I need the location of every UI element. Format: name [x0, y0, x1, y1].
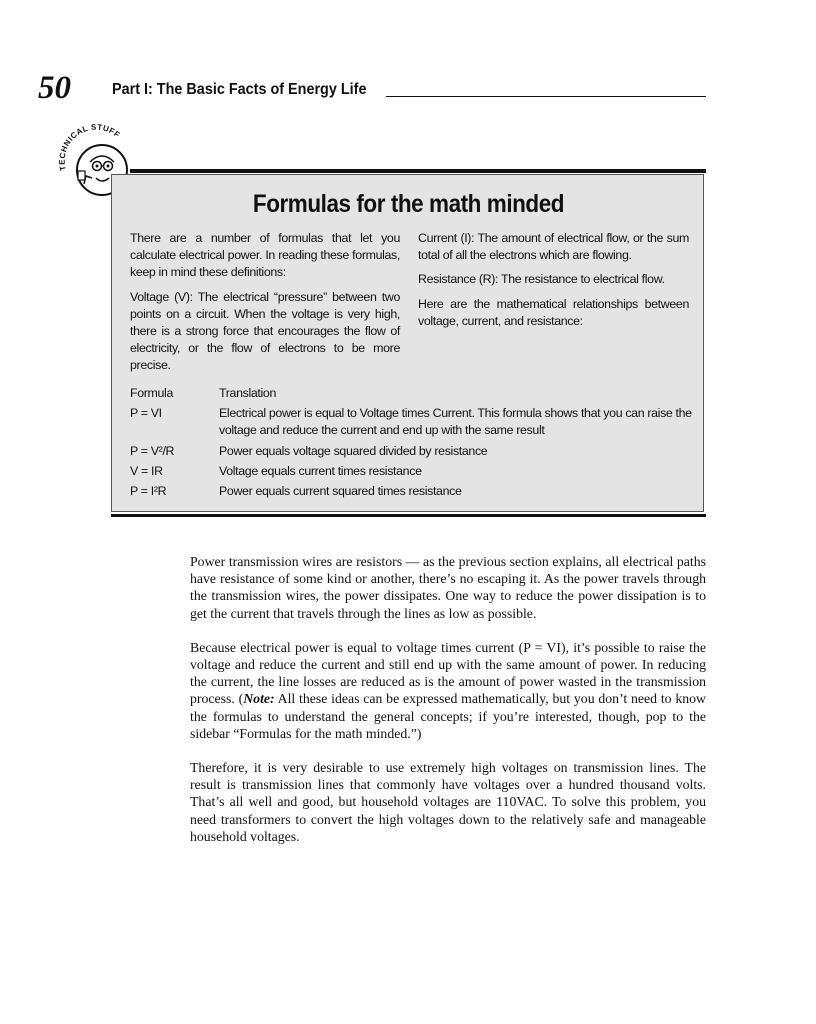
sidebar-paragraph: There are a number of formulas that let you calculate electrical power. In reading these formulas, keep in mind these definitions:	[130, 231, 400, 280]
formula-cell: P = V²/R	[130, 443, 175, 458]
formula-cell: V = IR	[130, 463, 163, 478]
formula-column-header: Formula	[130, 386, 173, 400]
body-paragraph: Power transmission wires are resistors — as the previous section explains, all electrical paths have resistance of some kind or another, there’s no escaping it. As the power travels through the transmission wires, the power dissipates. One way to reduce the power dissipation is to get the current that travels through the lines as low as possible.	[190, 554, 706, 621]
page-number: 50	[38, 70, 71, 106]
translation-cell: Electrical power is equal to Voltage times Current. This formula shows that you can raise the voltage and reduce the current and end up with the same result	[219, 406, 692, 438]
sidebar-paragraph: Here are the mathematical relationships between voltage, current, and resistance:	[418, 296, 689, 328]
formula-table-header	[130, 385, 692, 405]
formula-row	[130, 463, 692, 483]
formula-row	[130, 405, 692, 442]
part-title: Part I: The Basic Facts of Energy Life	[112, 81, 367, 98]
body-paragraph	[190, 639, 706, 742]
formula-row	[130, 483, 692, 503]
body-text-span: Because electrical power is equal to voltage times current (P = VI), it’s possible to raise the voltage and reduce the current and still end up with the same amount of power. In reducing the current, the line losses are reduced as is the amount of power wasted in the transmission process. (	[190, 639, 706, 707]
sidebar-paragraph: Resistance (R): The resistance to electrical flow.	[418, 272, 665, 287]
formula-row	[130, 443, 692, 463]
sidebar-title: Formulas for the math minded	[252, 190, 565, 218]
body-paragraph: Therefore, it is very desirable to use extremely high voltages on transmission lines. The result is transmission lines that commonly have voltages over a hundred thousand volts. That’s all well and good, but household voltages are 110VAC. To solve this problem, you need transformers to convert the high voltages down to the relatively safe and manageable household voltages.	[190, 760, 706, 844]
formula-cell: P = VI	[130, 406, 162, 421]
sidebar-box	[111, 174, 704, 512]
formula-table	[130, 385, 692, 503]
sidebar-left-column	[130, 230, 400, 382]
header-rule	[386, 96, 706, 97]
body-text	[190, 553, 706, 862]
sidebar-top-rule	[130, 169, 706, 173]
note-label: Note:	[243, 691, 275, 707]
technical-stuff-label: TECHNICAL STUFF	[57, 122, 122, 172]
translation-cell: Power equals voltage squared divided by resistance	[219, 443, 488, 458]
page-header	[38, 70, 706, 106]
translation-cell: Voltage equals current times resistance	[219, 463, 422, 478]
sidebar-bottom-rule	[111, 514, 706, 517]
translation-cell: Power equals current squared times resistance	[219, 484, 462, 499]
body-text-span: All these ideas can be expressed mathematically, but you don’t need to know the formulas to understand the general concepts; if you’re interested, though, pop to the sidebar “Formulas for the math minded.”)	[190, 691, 706, 741]
sidebar-paragraph: Voltage (V): The electrical “pressure” between two points on a circuit. When the voltage is very high, there is a strong force that encourages the flow of electricity, or the flow of electrons to be more precise.	[130, 289, 400, 373]
sidebar-right-column	[418, 230, 689, 337]
sidebar-paragraph: Current (I): The amount of electrical flow, or the sum total of all the electrons which are flowing.	[418, 231, 689, 263]
translation-column-header: Translation	[219, 386, 276, 400]
formula-cell: P = I²R	[130, 484, 167, 499]
